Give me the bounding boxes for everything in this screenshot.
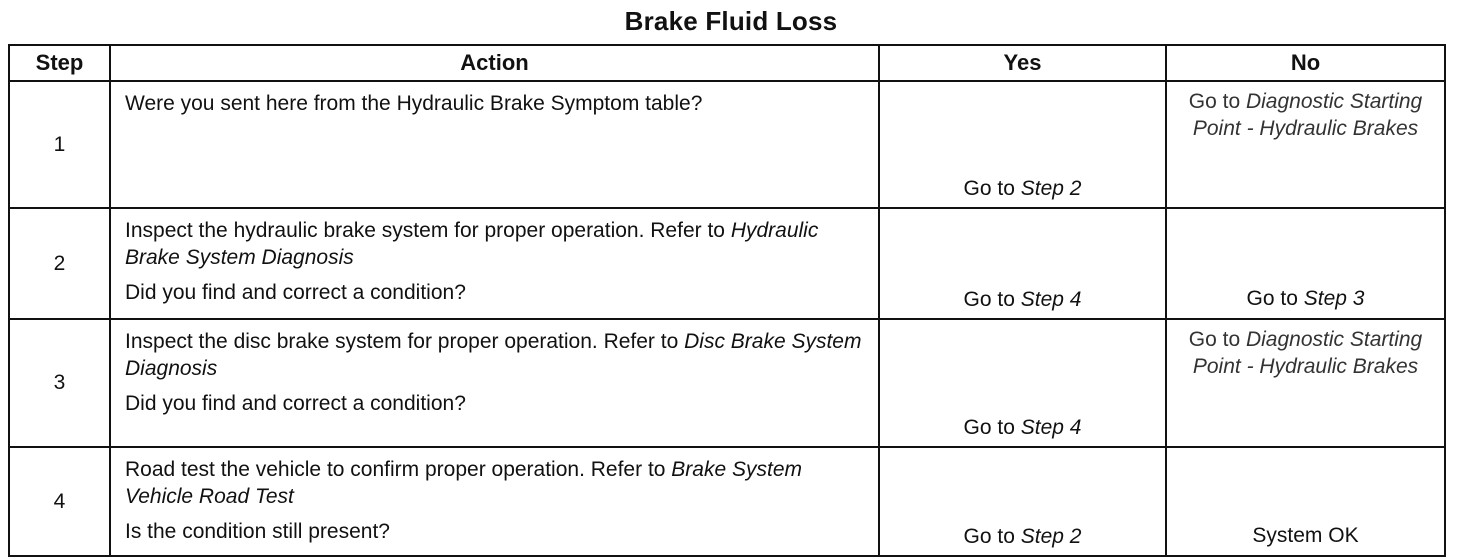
no-cell <box>1166 319 1445 447</box>
action-text: Road test the vehicle to confirm proper operation. Refer to <box>125 458 672 481</box>
yes-step-link[interactable]: Step 4 <box>1020 288 1082 311</box>
action-cell <box>110 319 879 447</box>
yes-prefix: Go to <box>963 416 1021 439</box>
no-prefix: Go to <box>1188 90 1246 113</box>
header-yes: Yes <box>879 45 1166 81</box>
action-cell <box>110 81 879 208</box>
table-row <box>9 208 1445 319</box>
yes-cell <box>879 208 1166 319</box>
action-text: Were you sent here from the Hydraulic Brake Symptom table? <box>125 92 703 115</box>
no-diagnostic-link[interactable]: Diagnostic Starting Point - Hydraulic Brakes <box>1192 328 1423 378</box>
action-instruction <box>125 217 866 271</box>
table-row <box>9 447 1445 556</box>
no-step-link[interactable]: Step 3 <box>1303 287 1365 310</box>
header-row <box>9 45 1445 81</box>
action-reference-link[interactable]: Brake System Vehicle Road Test <box>125 458 803 508</box>
action-cell <box>110 447 879 556</box>
no-result-text: System OK <box>1252 524 1359 547</box>
step-number: 4 <box>9 447 110 556</box>
no-diagnostic-link[interactable]: Diagnostic Starting Point - Hydraulic Brakes <box>1192 90 1423 140</box>
header-no: No <box>1166 45 1445 81</box>
yes-prefix: Go to <box>963 177 1021 200</box>
table-row <box>9 81 1445 208</box>
action-text: Inspect the hydraulic brake system for proper operation. Refer to <box>125 219 731 242</box>
action-question: Is the condition still present? <box>125 520 390 543</box>
action-cell <box>110 208 879 319</box>
page-title: Brake Fluid Loss <box>624 6 838 36</box>
action-text: Inspect the disc brake system for proper operation. Refer to <box>125 330 685 353</box>
yes-step-link[interactable]: Step 2 <box>1020 177 1082 200</box>
no-cell <box>1166 81 1445 208</box>
header-action: Action <box>110 45 879 81</box>
yes-prefix: Go to <box>963 525 1021 548</box>
yes-cell <box>879 319 1166 447</box>
header-step: Step <box>9 45 110 81</box>
no-prefix: Go to <box>1188 328 1246 351</box>
action-question: Did you find and correct a condition? <box>125 281 466 304</box>
step-number: 3 <box>9 319 110 447</box>
yes-step-link[interactable]: Step 4 <box>1020 416 1082 439</box>
no-cell <box>1166 447 1445 556</box>
step-number: 2 <box>9 208 110 319</box>
yes-cell <box>879 447 1166 556</box>
action-reference-link[interactable]: Hydraulic Brake System Diagnosis <box>125 219 819 269</box>
yes-prefix: Go to <box>963 288 1021 311</box>
no-prefix: Go to <box>1246 287 1304 310</box>
yes-step-link[interactable]: Step 2 <box>1020 525 1082 548</box>
diagnostic-table <box>8 44 1446 557</box>
table-row <box>9 319 1445 447</box>
step-number: 1 <box>9 81 110 208</box>
action-instruction <box>125 328 866 382</box>
action-question: Did you find and correct a condition? <box>125 392 466 415</box>
no-cell <box>1166 208 1445 319</box>
action-reference-link[interactable]: Disc Brake System Diagnosis <box>125 330 862 380</box>
yes-cell <box>879 81 1166 208</box>
action-instruction <box>125 456 866 510</box>
